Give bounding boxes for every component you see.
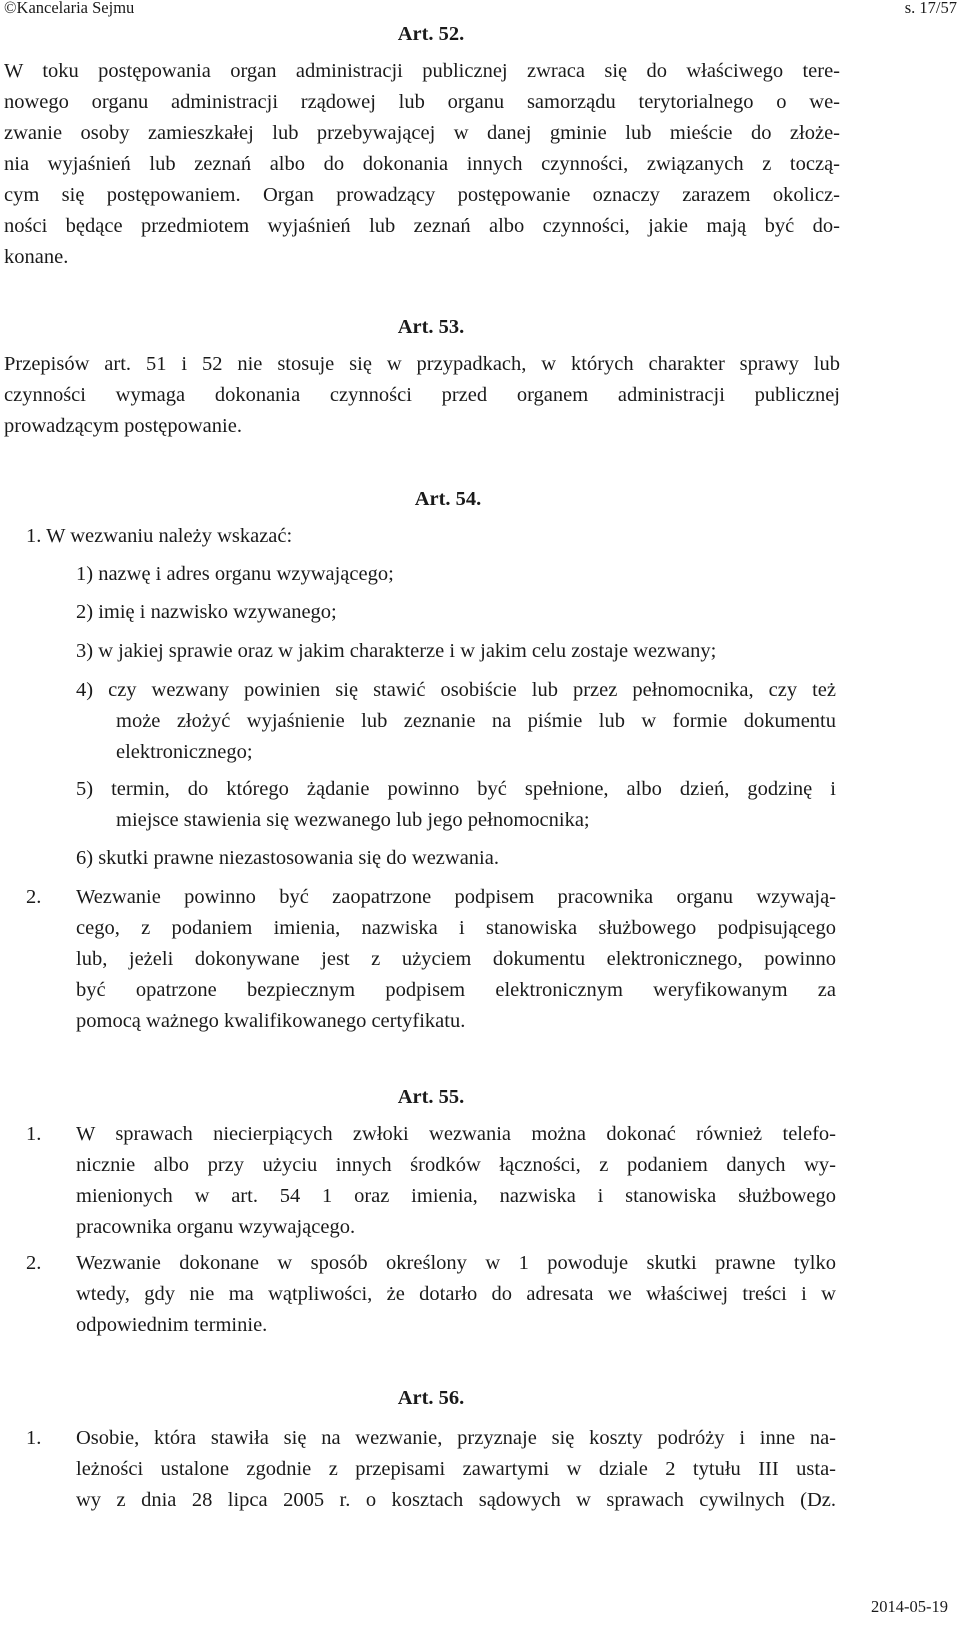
text-line: lub, jeżeli dokonywane jest z użyciem dokumentu elektronicznego, powinno — [76, 948, 836, 970]
text-line: wtedy, gdy nie ma wątpliwości, że dotarło do adresata we właściwej treści i w — [76, 1283, 836, 1305]
list-item-1: 1) nazwę i adres organu wzywającego; — [76, 563, 394, 585]
text-line: wy z dnia 28 lipca 2005 r. o kosztach sądowych w sprawach cywilnych (Dz. — [76, 1489, 836, 1511]
article-54-title: Art. 54. — [414, 488, 482, 510]
text-line: być opatrzone bezpiecznym podpisem elektronicznym weryfikowanym za — [76, 979, 836, 1001]
header-page-number: s. 17/57 — [904, 0, 957, 17]
list-item-2: 2) imię i nazwisko wzywanego; — [76, 601, 337, 623]
article-52-title: Art. 52. — [397, 23, 465, 45]
text-line: Osobie, która stawiła się na wezwanie, przyznaje się koszty podróży i inne na- — [76, 1427, 836, 1449]
article-55-title: Art. 55. — [397, 1086, 465, 1108]
article-56-paragraph-1 — [76, 1423, 836, 1516]
text-line: 5) termin, do którego żądanie powinno być spełnione, albo dzień, godzinę i — [76, 778, 836, 800]
text-line: ności będące przedmiotem wyjaśnień lub zeznań albo czynności, jakie mają być do- — [4, 215, 840, 237]
text-line: nicznie albo przy użyciu innych środków łączności, z podaniem danych wy- — [76, 1154, 836, 1176]
text-line: pracownika organu wzywającego. — [76, 1216, 356, 1238]
list-item-4 — [76, 675, 836, 768]
article-56-title: Art. 56. — [397, 1387, 465, 1409]
text-line: nowego organu administracji rządowej lub organu samorządu terytorialnego o we- — [4, 91, 840, 113]
text-line: W sprawach niecierpiących zwłoki wezwania można dokonać również telefo- — [76, 1123, 836, 1145]
list-item-6: 6) skutki prawne niezastosowania się do wezwania. — [76, 847, 499, 869]
header-source: ©Kancelaria Sejmu — [4, 0, 135, 17]
article-55-paragraph-2-number: 2. — [26, 1252, 42, 1274]
text-line: może złożyć wyjaśnienie lub zeznanie na piśmie lub w formie dokumentu — [116, 710, 836, 732]
text-line: W toku postępowania organ administracji publicznej zwraca się do właściwego tere- — [4, 60, 840, 82]
text-line: Przepisów art. 51 i 52 nie stosuje się w przypadkach, w których charakter sprawy lub — [4, 353, 840, 375]
text-line: miejsce stawienia się wezwanego lub jego pełnomocnika; — [116, 809, 590, 831]
article-54-paragraph-2 — [76, 882, 836, 1037]
text-line: konane. — [4, 246, 69, 268]
article-52-text — [4, 56, 840, 273]
text-line: prowadzącym postępowanie. — [4, 415, 242, 437]
article-55-paragraph-1 — [76, 1119, 836, 1243]
article-54-paragraph-2-number: 2. — [26, 886, 42, 908]
article-54-paragraph-1-intro: 1. W wezwaniu należy wskazać: — [26, 525, 293, 547]
article-55-paragraph-1-number: 1. — [26, 1123, 42, 1145]
text-line: cym się postępowaniem. Organ prowadzący postępowanie oznaczy zarazem okolicz- — [4, 184, 840, 206]
text-line: Wezwanie powinno być zaopatrzone podpisem pracownika organu wzywają- — [76, 886, 836, 908]
text-line: pomocą ważnego kwalifikowanego certyfikatu. — [76, 1010, 466, 1032]
text-line: cego, z podaniem imienia, nazwiska i stanowiska służbowego podpisującego — [76, 917, 836, 939]
article-53-title: Art. 53. — [397, 316, 465, 338]
text-line: mienionych w art. 54 1 oraz imienia, nazwiska i stanowiska służbowego — [76, 1185, 836, 1207]
footer-date: 2014-05-19 — [871, 1597, 948, 1616]
text-line: nia wyjaśnień lub zeznań albo do dokonania innych czynności, związanych z toczą- — [4, 153, 840, 175]
list-item-3: 3) w jakiej sprawie oraz w jakim charakterze i w jakim celu zostaje wezwany; — [76, 640, 717, 662]
text-line: 4) czy wezwany powinien się stawić osobiście lub przez pełnomocnika, czy też — [76, 679, 836, 701]
article-53-text — [4, 349, 840, 442]
list-item-5 — [76, 774, 836, 836]
article-55-paragraph-2 — [76, 1248, 836, 1341]
article-56-paragraph-1-number: 1. — [26, 1427, 42, 1449]
text-line: zwanie osoby zamieszkałej lub przebywającej w danej gminie lub mieście do złoże- — [4, 122, 840, 144]
text-line: Wezwanie dokonane w sposób określony w 1 powoduje skutki prawne tylko — [76, 1252, 836, 1274]
text-line: odpowiednim terminie. — [76, 1314, 268, 1336]
text-line: leżności ustalone zgodnie z przepisami zawartymi w dziale 2 tytułu III usta- — [76, 1458, 836, 1480]
text-line: czynności wymaga dokonania czynności przed organem administracji publicznej — [4, 384, 840, 406]
text-line: elektronicznego; — [116, 741, 253, 763]
